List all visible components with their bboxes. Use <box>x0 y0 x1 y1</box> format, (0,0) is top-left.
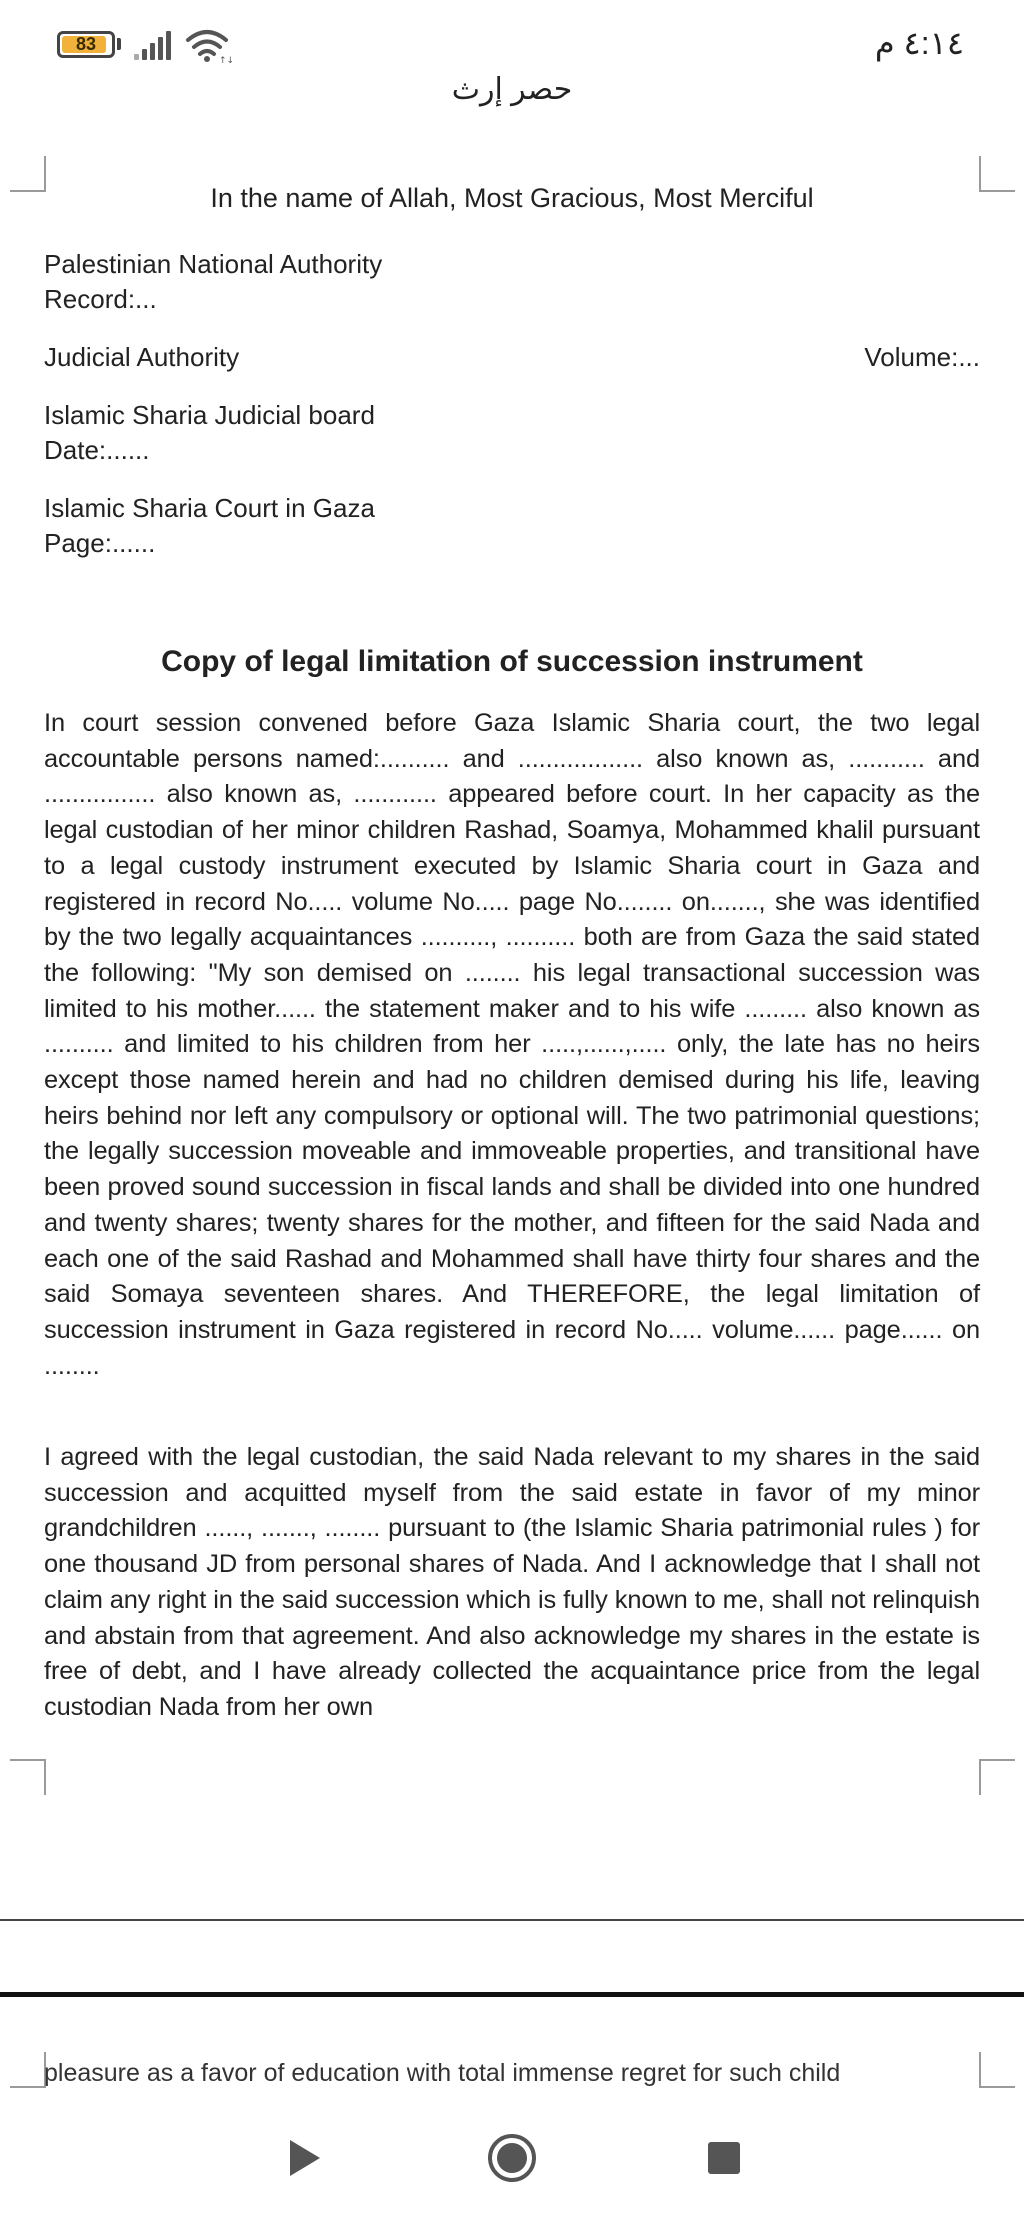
document-title: حصر إرث <box>451 73 573 106</box>
page-corner-mark <box>979 2052 1015 2088</box>
page-corner-mark <box>10 2052 46 2088</box>
document-header-board <box>44 398 980 468</box>
paragraph-1-wrap <box>44 706 980 1384</box>
wifi-icon <box>186 28 235 66</box>
svg-text:↑↓: ↑↓ <box>219 56 235 66</box>
header-judicial-authority: Judicial Authority <box>44 342 240 372</box>
page-corner-mark <box>979 156 1015 192</box>
cellular-signal-icon <box>134 30 176 60</box>
document-heading: Copy of legal limitation of succession instrument <box>161 645 863 678</box>
navigation-bar <box>0 2096 1024 2219</box>
recents-icon[interactable] <box>698 2132 750 2184</box>
header-page: Page:...... <box>44 528 156 558</box>
battery-tip <box>117 38 121 50</box>
status-time: ٤:١٤ م <box>874 25 964 61</box>
page-corner-mark <box>979 1759 1015 1795</box>
page-corner-mark <box>10 156 46 192</box>
back-icon[interactable] <box>278 2132 330 2184</box>
header-court: Islamic Sharia Court in Gaza <box>44 493 375 523</box>
header-date: Date:...... <box>44 435 150 465</box>
paragraph-2: I agreed with the legal custodian, the said Nada relevant to my shares in the said succession and acquitted myself from the said estate in favor of my minor grandchildren ......, ......., ........ pursuant to (the Islamic Sharia patrimonial rules ) for one thousand JD from personal shares of Nada. And I acknowledge that I shall not claim any right in the said succession which is fully known to me, shall not relinquish and abstain from that agreement. And also acknowledge my shares in the estate is free of debt, and I have already collected the acquaintance price from the legal custodian Nada from her own <box>44 1443 980 1721</box>
section-title-wrap <box>44 645 980 679</box>
document-header <box>44 247 980 317</box>
paragraph-1: In court session convened before Gaza Islamic Sharia court, the two legal accountable persons named:.......... and .................. also known as, ........... and ................ also known as, ............ appeared before court. In her capacity as the legal custodian of her minor children Rashad, Soamya, Mohammed khalil pursuant to a legal custody instrument executed by Islamic Sharia court in Gaza and registered in record No..... volume No..... page No........ on......., she was identified by the two legally acquaintances .........., .......... both are from Gaza the said stated the following: "My son demised on ........ his legal transactional succession was limited to his mother...... the statement maker and to his wife ......... also known as .......... and limited to his children from her .....,......,..... only, the late has no heirs except those named herein and had no children demised during his life, leaving heirs behind nor left any compulsory or optional will. The two patrimonial questions; the legally succession moveable and immoveable properties, and transitional have been proved sound succession in fiscal lands and shall be divided into one hundred and twenty shares; twenty shares for the mother, and fifteen for the said Nada and each one of the said Rashad and Mohammed shall have thirty four shares and the said Somaya seventeen shares. And THEREFORE, the legal limitation of succession instrument in Gaza registered in record No..... volume...... page...... on ........ <box>44 709 980 1380</box>
battery-icon <box>57 31 115 58</box>
document-header-row <box>44 340 980 380</box>
header-volume: Volume:... <box>864 342 980 372</box>
header-record: Record:... <box>44 284 157 314</box>
invocation-line: In the name of Allah, Most Gracious, Most Merciful <box>210 183 814 213</box>
battery-percentage: 83 <box>75 34 97 54</box>
page-corner-mark <box>10 1759 46 1795</box>
header-judicial-board: Islamic Sharia Judicial board <box>44 400 375 430</box>
next-page-text <box>44 2059 980 2092</box>
header-authority: Palestinian National Authority <box>44 249 383 279</box>
document-header-court <box>44 491 980 561</box>
next-page-text-line: pleasure as a favor of education with total immense regret for such child <box>44 2059 841 2087</box>
page-break-line <box>0 1992 1024 1997</box>
paragraph-2-wrap <box>44 1440 980 1726</box>
document-page <box>44 183 980 214</box>
page-break-line <box>0 1919 1024 1921</box>
status-bar <box>0 0 1024 80</box>
home-icon[interactable] <box>486 2132 538 2184</box>
